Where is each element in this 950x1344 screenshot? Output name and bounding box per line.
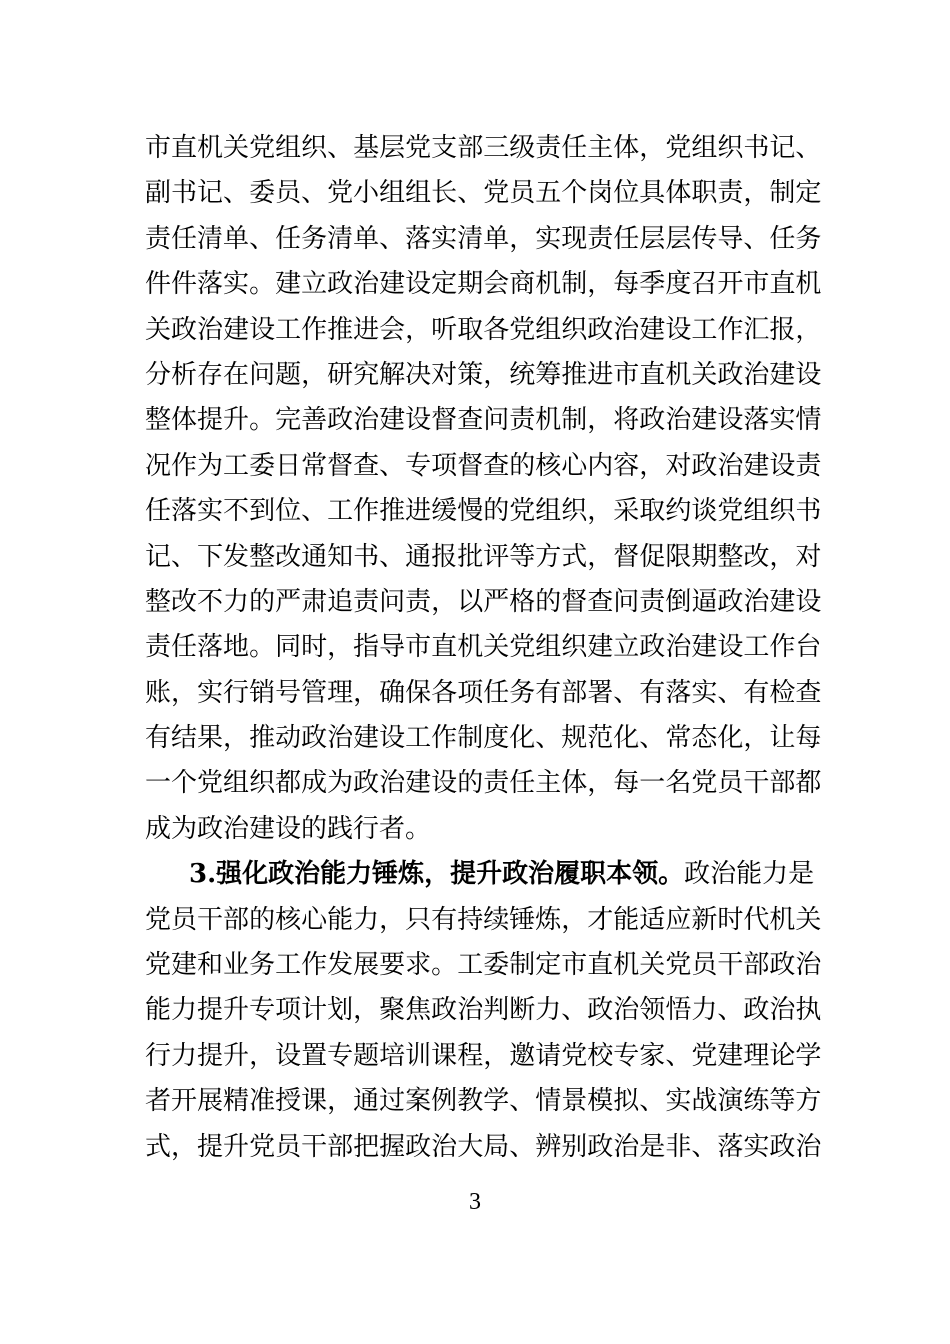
- paragraph-1-line: 况 作 为 工 委 日 常 督 查 、 专 项 督 查 的 核 心 内 容 ， 对 政 治 建 设 责: [145, 450, 822, 481]
- paragraph-2-line: 者 开 展 精 准 授 课 ， 通 过 案 例 教 学 、 情 景 模 拟 、 实 战 演 练 等 方: [145, 1086, 822, 1117]
- paragraph-2-first-line-text: 政治能力是: [684, 859, 815, 890]
- paragraph-1-line: 整 体 提 升 。 完 善 政 治 建 设 督 查 问 责 机 制 ， 将 政 治 建 设 落 实 情: [145, 405, 822, 436]
- paragraph-2-line: 行 力 提 升 ， 设 置 专 题 培 训 课 程 ， 邀 请 党 校 专 家 、 党 建 理 论 学: [145, 1040, 822, 1071]
- paragraph-1-line: 责 任 清 单 、 任 务 清 单 、 落 实 清 单 ， 实 现 责 任 层 层 传 导 、 任 务: [145, 223, 822, 254]
- paragraph-1-line: 件 件 落 实 。 建 立 政 治 建 设 定 期 会 商 机 制 ， 每 季 度 召 开 市 直 机: [145, 269, 822, 300]
- paragraph-2-line: 能 力 提 升 专 项 计 划 ， 聚 焦 政 治 判 断 力 、 政 治 领 悟 力 、 政 治 执: [145, 995, 822, 1026]
- paragraph-2-line: 党 建 和 业 务 工 作 发 展 要 求 。 工 委 制 定 市 直 机 关 党 员 干 部 政 治: [145, 950, 822, 981]
- paragraph-1-line: 任 落 实 不 到 位 、 工 作 推 进 缓 慢 的 党 组 织 ， 采 取 约 谈 党 组 织 书: [145, 496, 822, 527]
- paragraph-1-line: 一 个 党 组 织 都 成 为 政 治 建 设 的 责 任 主 体 ， 每 一 名 党 员 干 部 都: [145, 768, 822, 799]
- paragraph-1-line: 整 改 不 力 的 严 肃 追 责 问 责 ， 以 严 格 的 督 查 问 责 倒 逼 政 治 建 设: [145, 586, 822, 617]
- paragraph-2: [145, 852, 822, 1170]
- paragraph-1: [145, 126, 822, 852]
- paragraph-1-line: 成为政治建设的践行者。: [145, 813, 432, 844]
- paragraph-1-line: 市 直 机 关 党 组 织 、 基 层 党 支 部 三 级 责 任 主 体 ， 党 组 织 书 记 、: [145, 133, 822, 163]
- paragraph-1-line: 记 、 下 发 整 改 通 知 书 、 通 报 批 评 等 方 式 ， 督 促 限 期 整 改 ， 对: [145, 541, 822, 572]
- page-number: 3: [469, 1189, 481, 1215]
- paragraph-1-line: 有 结 果 ， 推 动 政 治 建 设 工 作 制 度 化 、 规 范 化 、 常 态 化 ， 让 每: [145, 723, 822, 754]
- paragraph-2-line: 式 ， 提 升 党 员 干 部 把 握 政 治 大 局 、 辨 别 政 治 是 非 、 落 实 政 治: [145, 1131, 822, 1162]
- paragraph-1-line: 责 任 落 地 。 同 时 ， 指 导 市 直 机 关 党 组 织 建 立 政 治 建 设 工 作 台: [145, 632, 822, 663]
- paragraph-1-line: 分 析 存 在 问 题 ， 研 究 解 决 对 策 ， 统 筹 推 进 市 直 机 关 政 治 建 设: [145, 359, 822, 390]
- body-text: [145, 126, 822, 1170]
- paragraph-1-line: 关 政 治 建 设 工 作 推 进 会 ， 听 取 各 党 组 织 政 治 建 设 工 作 汇 报 ，: [145, 314, 822, 345]
- paragraph-1-line: 副 书 记 、 委 员 、 党 小 组 组 长 、 党 员 五 个 岗 位 具 体 职 责 ， 制 定: [145, 178, 822, 209]
- paragraph-1-line: 账 ， 实 行 销 号 管 理 ， 确 保 各 项 任 务 有 部 署 、 有 落 实 、 有 检 查: [145, 677, 822, 708]
- paragraph-2-first-line: [145, 852, 815, 897]
- section-heading: 3.强化政治能力锤炼，提升政治履职本领。: [189, 859, 685, 890]
- paragraph-2-line: 党 员 干 部 的 核 心 能 力 ， 只 有 持 续 锤 炼 ， 才 能 适 应 新 时 代 机 关: [145, 904, 822, 935]
